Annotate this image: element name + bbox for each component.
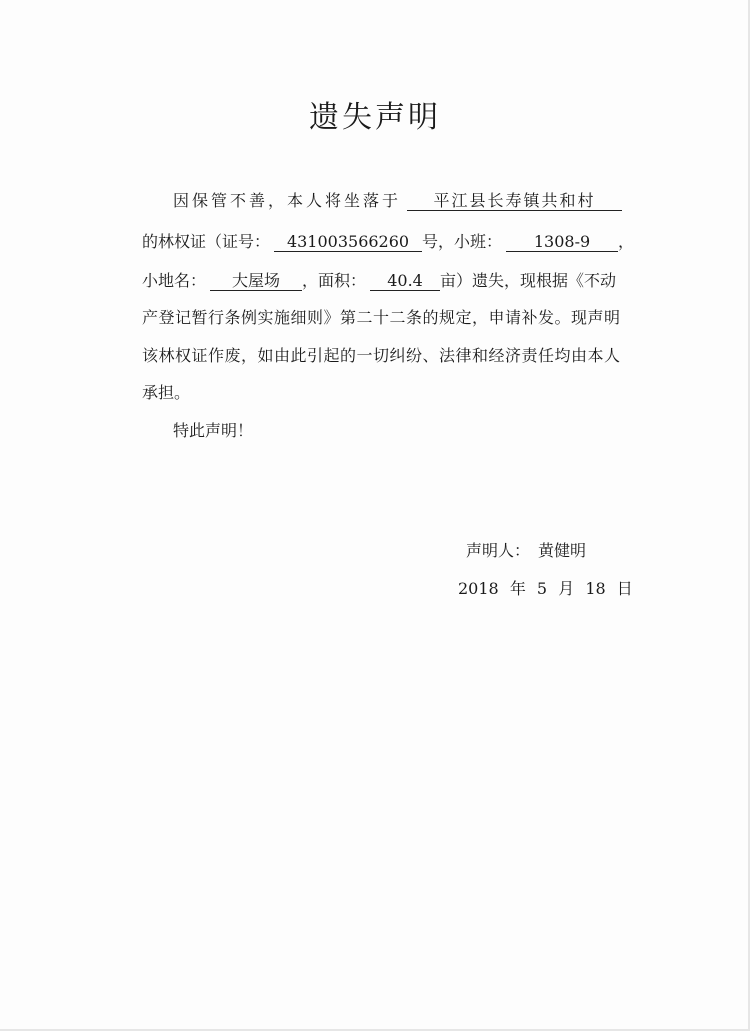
signature-name: 黄健明 [538,541,587,560]
line3-after-place: ，面积： [302,271,367,290]
paragraph-line-2 [142,229,634,252]
subplot-field: 1308-9 [506,233,618,252]
date-day-unit: 日 [616,579,633,598]
certificate-number-field: 431003566260 [274,233,422,252]
location-field: 平江县长寿镇共和村 [407,192,622,211]
closing-statement: 特此声明！ [173,421,254,440]
date-day: 18 [585,579,606,598]
line2-after-number: 号，小班： [422,232,503,251]
date-month: 5 [536,579,548,598]
signature-label: 声明人： [466,541,531,560]
signature-line [466,538,586,561]
line3-after-area: 亩）遗失，现根据《不动 [440,271,617,290]
date-month-unit: 月 [558,579,575,598]
date-year-unit: 年 [509,579,526,598]
line1-lead: 因保管不善，本人将坐落于 [173,191,402,210]
paragraph-line-3 [142,268,616,291]
document-title: 遗失声明 [309,100,441,135]
paragraph-line-4: 产登记暂行条例实施细则》第二十二条的规定，申请补发。现声明 [142,308,621,327]
date-line [458,576,633,599]
place-name-field: 大屋场 [210,272,302,291]
paragraph-line-1 [173,188,622,211]
area-field: 40.4 [370,272,440,291]
paragraph-line-5: 该林权证作废，如由此引起的一切纠纷、法律和经济责任均由本人 [142,346,621,365]
paragraph-line-6: 承担。 [142,383,191,402]
line2-lead: 的林权证（证号： [142,232,271,251]
date-year: 2018 [458,579,499,598]
line3-lead: 小地名： [142,271,207,290]
line2-comma: ， [618,232,635,251]
